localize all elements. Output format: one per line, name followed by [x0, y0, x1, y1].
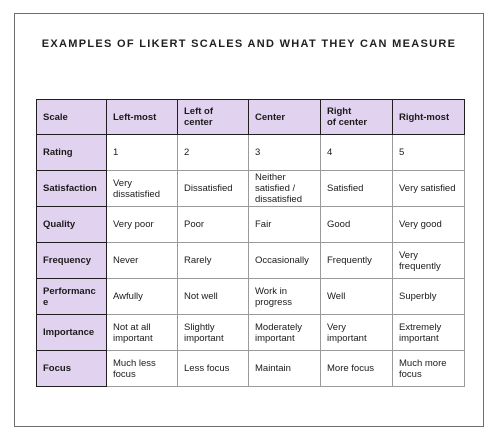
- header-cell-left-of-center: Left of center: [178, 100, 249, 135]
- table-cell: Fair: [249, 207, 321, 243]
- figure-title: EXAMPLES OF LIKERT SCALES AND WHAT THEY CAN MEASURE: [41, 38, 457, 50]
- row-label-rating: Rating: [37, 135, 107, 171]
- header-cell-right-of-center: Right of center: [321, 100, 393, 135]
- table-cell: Slightly important: [178, 315, 249, 351]
- table-row: [37, 135, 465, 171]
- row-label-performance: Performance: [37, 279, 107, 315]
- row-label-frequency: Frequency: [37, 243, 107, 279]
- table-cell: More focus: [321, 351, 393, 387]
- table-cell: 3: [249, 135, 321, 171]
- table-cell: Not well: [178, 279, 249, 315]
- table-cell: Superbly: [393, 279, 465, 315]
- table-cell: Much more focus: [393, 351, 465, 387]
- table-cell: Well: [321, 279, 393, 315]
- header-cell-scale: Scale: [37, 100, 107, 135]
- row-label-satisfaction: Satisfaction: [37, 171, 107, 207]
- table-cell: Awfully: [107, 279, 178, 315]
- table-row: [37, 279, 465, 315]
- likert-table: [36, 99, 465, 387]
- table-cell: 5: [393, 135, 465, 171]
- figure-frame: [14, 13, 484, 427]
- table-cell: Occasionally: [249, 243, 321, 279]
- table-cell: Very satisfied: [393, 171, 465, 207]
- table-cell: Very important: [321, 315, 393, 351]
- table-cell: Poor: [178, 207, 249, 243]
- table-cell: Very dissatisfied: [107, 171, 178, 207]
- row-label-importance: Importance: [37, 315, 107, 351]
- table-cell: Rarely: [178, 243, 249, 279]
- table-cell: Dissatisfied: [178, 171, 249, 207]
- table-row: [37, 207, 465, 243]
- table-cell: 4: [321, 135, 393, 171]
- header-cell-left-most: Left-most: [107, 100, 178, 135]
- table-row: [37, 243, 465, 279]
- table-cell: Less focus: [178, 351, 249, 387]
- table-cell: Work in progress: [249, 279, 321, 315]
- table-cell: 1: [107, 135, 178, 171]
- table-cell: Frequently: [321, 243, 393, 279]
- table-cell: Never: [107, 243, 178, 279]
- table-cell: Not at all important: [107, 315, 178, 351]
- row-label-focus: Focus: [37, 351, 107, 387]
- table-cell: Satisfied: [321, 171, 393, 207]
- header-cell-right-most: Right-most: [393, 100, 465, 135]
- row-label-quality: Quality: [37, 207, 107, 243]
- table-cell: Good: [321, 207, 393, 243]
- table-cell: Very good: [393, 207, 465, 243]
- table-cell: Very poor: [107, 207, 178, 243]
- table-row: [37, 351, 465, 387]
- table-cell: 2: [178, 135, 249, 171]
- header-cell-center: Center: [249, 100, 321, 135]
- table-row: [37, 315, 465, 351]
- table-cell: Maintain: [249, 351, 321, 387]
- table-cell: Neither satisfied / dissatisfied: [249, 171, 321, 207]
- table-cell: Much less focus: [107, 351, 178, 387]
- table-cell: Moderately important: [249, 315, 321, 351]
- header-row: [37, 100, 465, 135]
- table-row: [37, 171, 465, 207]
- table-cell: Extremely important: [393, 315, 465, 351]
- table-cell: Very frequently: [393, 243, 465, 279]
